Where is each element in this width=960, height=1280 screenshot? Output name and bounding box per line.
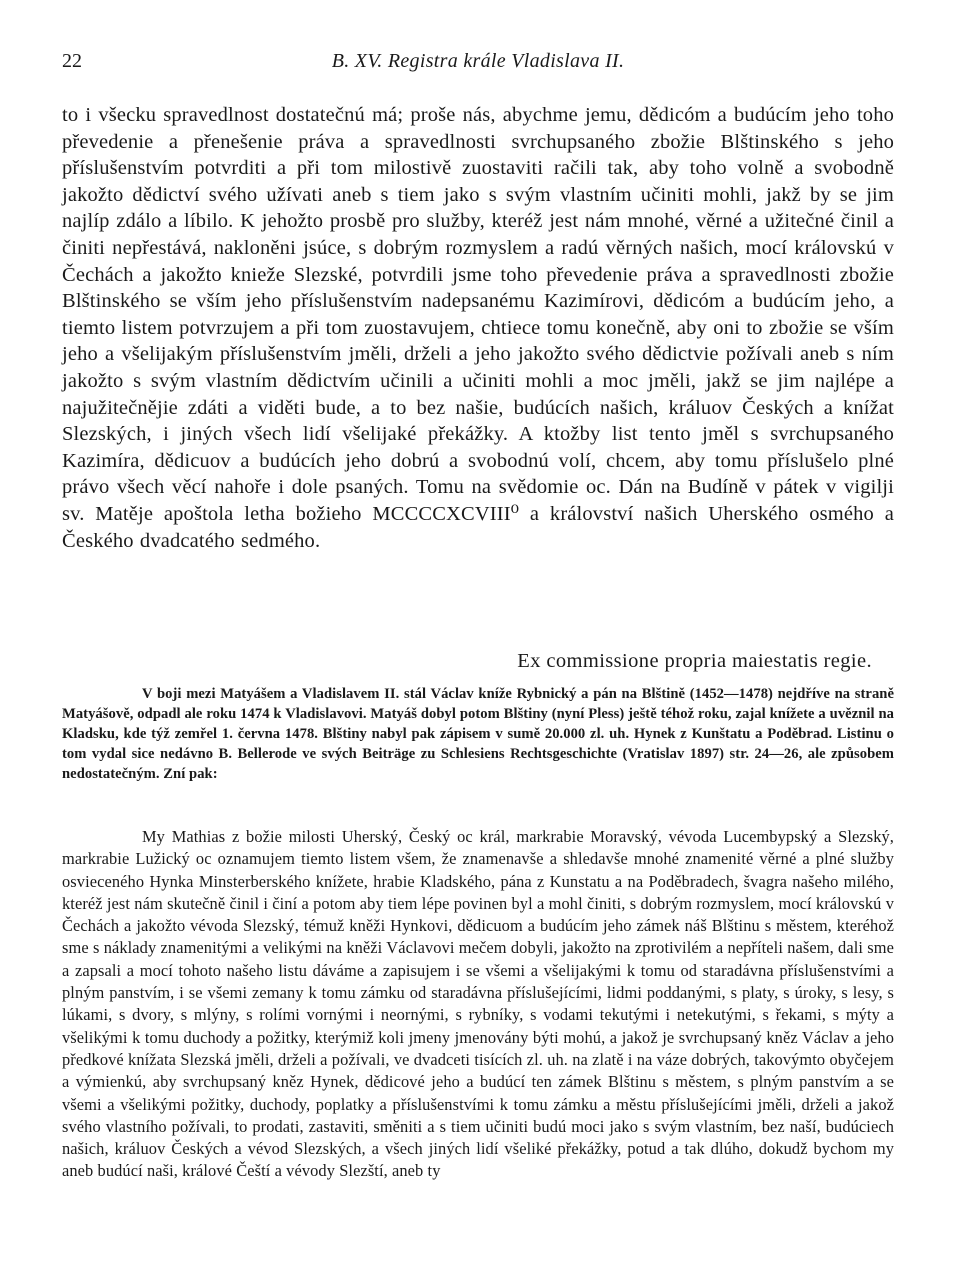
running-title: B. XV. Registra krále Vladislava II.: [331, 50, 625, 72]
page-number: 22: [62, 50, 82, 72]
charter-text: [62, 102, 894, 554]
chancery-note: Ex commissione propria maiestatis regie.: [517, 650, 872, 672]
charter-paragraph: to i všecku spravedlnost dostatečnú má; proše nás, abychme jemu, dědicóm a budúcím jeho toho převedenie a přenešenie práva a spravedlnosti svrchupsaného zbožie Blštinského s jeho příslušenstvím potvrditi a při tom milostivě zuostaviti račili tak, aby toho volně a svobodně jakožto dědictví svého užívati aneb s tiem jako s svým vlastním učiniti mohli, jakž by se jim najlíp zdálo a líbilo. K jehožto prosbě pro služby, kteréž jest nám mnohé, věrné a užitečné činil a činiti nepřestává, nakloněni jsúce, s dobrým rozmyslem a radú věrných našich, mocí královskú v Čechách a jakožto knieže Slezské, potvrdili jsme toho převedenie práva a spravedlnosti zbožie Blštinského se vším jeho příslušenstvím nadepsanému Kazimírovi, dědicóm a budúcím jeho, a tiemto listem potvrzujem a při tom zuostavujem, chtiece tomu konečně, aby oni to zbožie se vším jeho a všelijakým příslušenstvím jměli, drželi a jeho jakožto svého dědictvie požívali aneb s ním jakožto s svým vlastním dědictvím učinili a učiniti mohli a moc jměli, jakž se jim najlépe a najužitečnějie zdáti a viděti bude, a to bez našie, budúcích našich, králuov Českých a knížat Slezských, i jiných všech lidí všelijaké překážky. A ktožby list tento jměl s svrchupsaného Kazimíra, dědicuov a budúcích jeho dobrú a svobodnú volí, chcem, aby tomu příslušelo plné právo všech věcí nahoře i dole psaných. Tomu na svědomie oc. Dán na Budíně v pátek v vigilji sv. Matěje apoštola letha božieho MCCCCXCVIII⁰ a království našich Uherského osmého a Českého dvadcatého sedmého.: [62, 104, 894, 552]
page-header: [62, 50, 894, 78]
editorial-note: V boji mezi Matyášem a Vladislavem II. stál Václav kníže Rybnický a pán na Blštině (1452—1478) nejdříve na straně Matyášově, odpadl ale roku 1474 k Vladislavovi. Matyáš dobyl potom Blštiny (nyní Pless) ještě téhož roku, zajal knížete a uvěznil na Kladsku, kde týž zemřel 1. června 1478. Blštiny nabyl pak zápisem v sumě 20.000 zl. uh. Hynek z Kunštatu a Poděbrad. Listinu o tom vydal sice nedávno B. Bellerode ve svých Beiträge zu Schlesiens Rechtsgeschichte (Vratislav 1897) str. 24—26, ale způsobem nedostatečným. Zní pak:: [62, 686, 894, 782]
quoted-charter: My Mathias z božie milosti Uherský, Český oc král, markrabie Moravský, vévoda Lucembурský a Slezský, markrabie Lužický oc oznamujem tiemto listem všem, že znamenavše a shledavše mnohé znamenité věrné a plné služby osvieceného Hynka Minsterberského knížete, hrabie Kladského, pána z Kunstatu a na Poděbradech, švagra našeho milého, kteréž jest nám skutečně činil i činí a potom aby tiem lépe povinen byl a mohl činiti, s dobrým rozmyslem, mocí královskú v Čechách a jakožto vévoda Slezský, témuž kněži Hynkovi, dědicuom a budúcím jeho zámek náš Blštinu s městem, kteréhož sme s náklady znamenitými a velikými na kněži Václavovi mečem dobyli, jakožto na zprotivilém a nepříteli našem, dali sme a zapsali a mocí tohoto našeho listu dáváme a zapisujem i se všemi a všelijakými k tomu od staradávna příslušenstvími a plným panstvím, i se všemi zemany k tomu zámku od staradávna příslušejícími, lidmi poddanými, s platy, s úroky, s lesy, s lúkami, s dvory, s mlýny, s rolími vornými i neornými, s rybníky, s vodami tekutými i netekutými, s řekami, s mýty a všelikými k tomu duchody a požitky, kterýmiž koli jmeny jmenovány býti mohú, a jakož je svrchupsaný kněz Václav a jeho předkové knížata Slezská jměli, drželi a požívali, ve dvadceti tisících zl. uh. na zlatě i na váze dobrých, takovýmto obyčejem a výmienkú, aby svrchupsaný kněz Hynek, dědicové jeho a budúcí ten zámek Blštinu s městem, s plným panstvím a se všemi a všelikými požitky, duchody, poplatky a příslušenstvími k tomu zámku a městu příslušejícími jměli, drželi a jakož svého vlastního požívali, to prodati, zastaviti, směniti a s tiem učiniti budú moci jako s svým vlastním, bez naší, budúciech našich, králuov Českých a vévod Slezských, a všech jiných lidí všeliké překážky, potud a tak dlúho, dokudž bychom my aneb budúcí naši, králové Čeští a vévody Slezští, aneb ty: [62, 827, 894, 1181]
